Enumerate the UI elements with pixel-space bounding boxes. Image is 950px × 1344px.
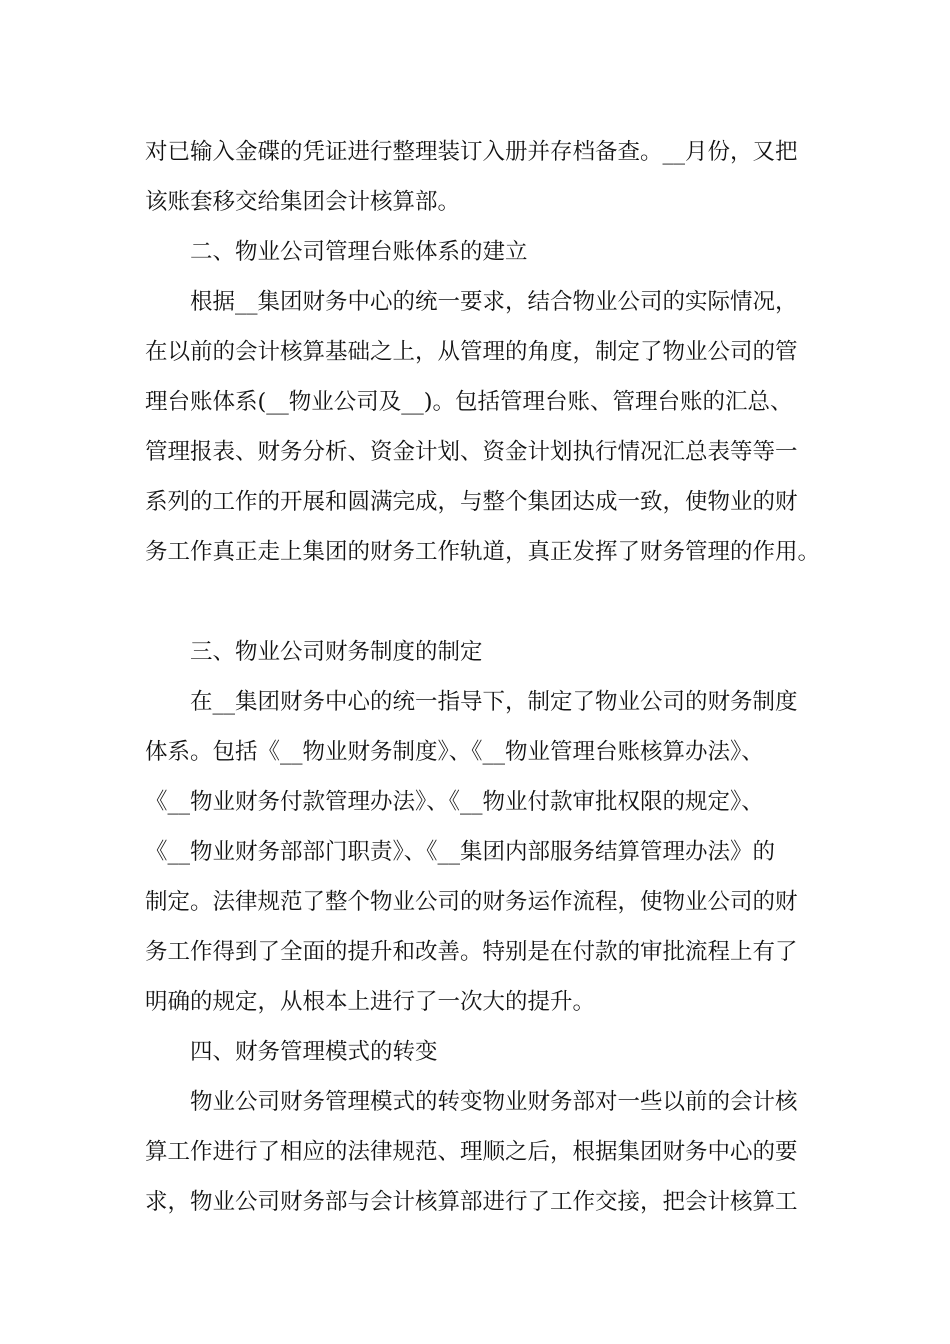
section-heading: 二、物业公司管理台账体系的建立 bbox=[190, 239, 528, 265]
body-text-line: 务工作真正走上集团的财务工作轨道，真正发挥了财务管理的作用。 bbox=[145, 539, 821, 565]
body-text-line: 在__集团财务中心的统一指导下，制定了物业公司的财务制度 bbox=[190, 689, 798, 715]
body-text-line: 在以前的会计核算基础之上，从管理的角度，制定了物业公司的管 bbox=[145, 339, 798, 365]
body-text-line: 求，物业公司财务部与会计核算部进行了工作交接，把会计核算工 bbox=[145, 1189, 798, 1215]
body-text-line: 明确的规定，从根本上进行了一次大的提升。 bbox=[145, 989, 596, 1015]
body-text-line: 管理报表、财务分析、资金计划、资金计划执行情况汇总表等等一 bbox=[145, 439, 798, 465]
body-text-line: 该账套移交给集团会计核算部。 bbox=[145, 189, 461, 215]
body-text-line: 算工作进行了相应的法律规范、理顺之后，根据集团财务中心的要 bbox=[145, 1139, 798, 1165]
body-text-line: 物业公司财务管理模式的转变物业财务部对一些以前的会计核 bbox=[190, 1089, 798, 1115]
body-text-line: 《__物业财务部部门职责》、《__集团内部服务结算管理办法》的 bbox=[145, 839, 776, 865]
body-text-line: 对已输入金碟的凭证进行整理装订入册并存档备查。__月份，又把 bbox=[145, 139, 798, 165]
body-text-line: 《__物业财务付款管理办法》、《__物业付款审批权限的规定》、 bbox=[145, 789, 764, 815]
body-text-line: 体系。包括《__物业财务制度》、《__物业管理台账核算办法》、 bbox=[145, 739, 764, 765]
body-text-line: 根据__集团财务中心的统一要求，结合物业公司的实际情况， bbox=[190, 289, 798, 315]
section-heading: 四、财务管理模式的转变 bbox=[190, 1039, 438, 1065]
body-text-line: 制定。法律规范了整个物业公司的财务运作流程，使物业公司的财 bbox=[145, 889, 798, 915]
body-text-line: 理台账体系(__物业公司及__)。包括管理台账、管理台账的汇总、 bbox=[145, 389, 793, 415]
section-heading: 三、物业公司财务制度的制定 bbox=[190, 639, 483, 665]
body-text-line: 务工作得到了全面的提升和改善。特别是在付款的审批流程上有了 bbox=[145, 939, 798, 965]
body-text-line: 系列的工作的开展和圆满完成，与整个集团达成一致，使物业的财 bbox=[145, 489, 798, 515]
